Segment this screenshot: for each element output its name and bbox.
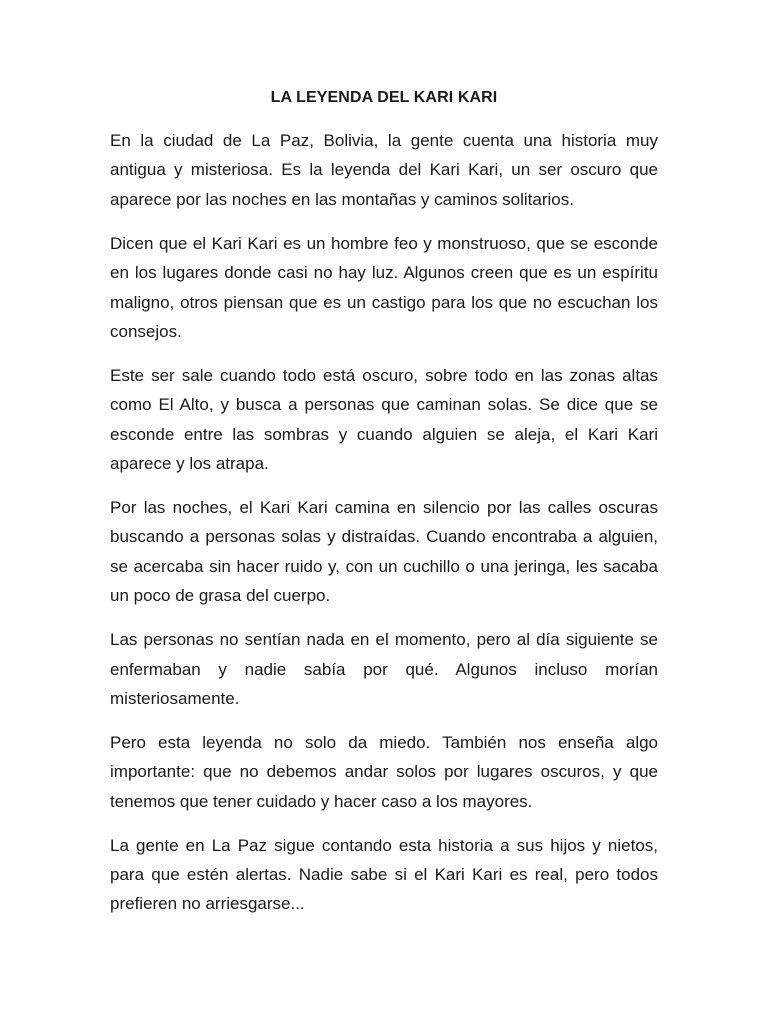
paragraph: Este ser sale cuando todo está oscuro, sobre todo en las zonas altas como El Alto, y busca a personas que caminan solas. Se dice que se esconde entre las sombras y cuando alguien se aleja, el Kari Kari aparece y los atrapa. [110,365,658,474]
paragraph: La gente en La Paz sigue contando esta historia a sus hijos y nietos, para que estén alertas. Nadie sabe si el Kari Kari es real, pero todos prefieren no arriesgarse... [110,835,658,914]
paragraph: Pero esta leyenda no solo da miedo. También nos enseña algo importante: que no debemos andar solos por lugares oscuros, y que tenemos que tener cuidado y hacer caso a los mayores. [110,732,658,811]
document-title: LA LEYENDA DEL KARI KARI [270,89,498,106]
paragraph: En la ciudad de La Paz, Bolivia, la gente cuenta una historia muy antigua y misteriosa. Es la leyenda del Kari Kari, un ser oscuro que aparece por las noches en las montañas y caminos solitarios. [110,131,658,209]
paragraph: Por las noches, el Kari Kari camina en silencio por las calles oscuras buscando a personas solas y distraídas. Cuando encontraba a alguien, se acercaba sin hacer ruido y, con un cuchillo o una jeringa, les sacaba un poco de grasa del cuerpo. [110,497,658,606]
paragraph: Dicen que el Kari Kari es un hombre feo y monstruoso, que se esconde en los lugares donde casi no hay luz. Algunos creen que es un espíritu maligno, otros piensan que es un castigo para los que no escuchan los consejos. [110,233,658,341]
paragraph: Las personas no sentían nada en el momento, pero al día siguiente se enfermaban y nadie sabía por qué. Algunos incluso morían misteriosamente. [110,630,658,708]
document-body [110,86,658,933]
